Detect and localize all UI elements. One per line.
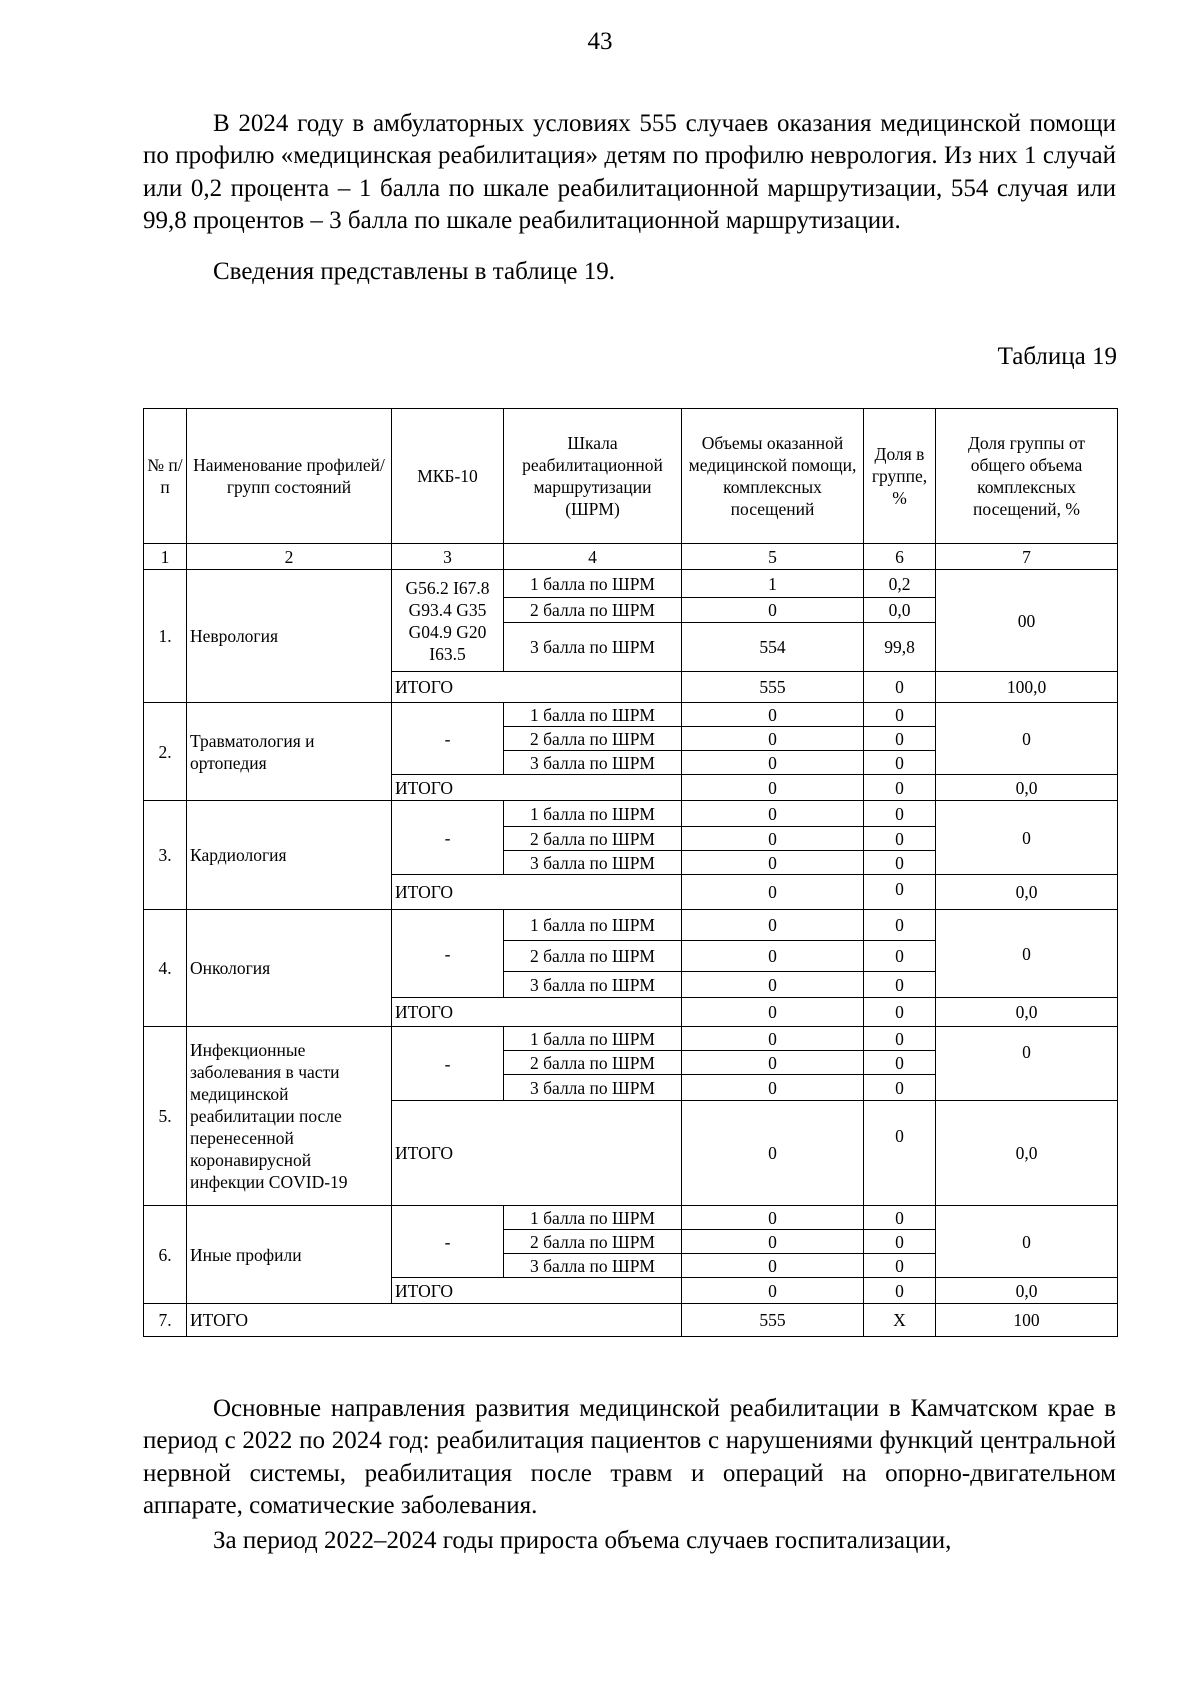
- total-label: ИТОГО: [392, 1101, 682, 1206]
- table-row: [144, 910, 1118, 941]
- shrm-level: 2 балла по ШРМ: [504, 1051, 682, 1075]
- profile-name: Кардиология: [187, 801, 392, 910]
- share-value: 0: [864, 775, 936, 801]
- share-value: 0: [864, 801, 936, 827]
- shrm-level: 2 балла по ШРМ: [504, 827, 682, 851]
- column-number: 3: [392, 544, 504, 570]
- table-row: [144, 703, 1118, 727]
- group-share-value: 0,0: [936, 1278, 1118, 1304]
- mkb-codes: -: [392, 801, 504, 875]
- grand-total-row: [144, 1304, 1118, 1337]
- header-cell: Шкала реабилитационной маршрутизации (ШРМ): [504, 409, 682, 544]
- group-share-value: 100,0: [936, 672, 1118, 703]
- volume-value: 0: [682, 727, 864, 751]
- share-value: 0: [864, 851, 936, 875]
- shrm-level: 2 балла по ШРМ: [504, 598, 682, 623]
- shrm-level: 2 балла по ШРМ: [504, 727, 682, 751]
- volume-value: 0: [682, 801, 864, 827]
- share-value: 0: [864, 672, 936, 703]
- page-number: 43: [587, 28, 613, 55]
- total-label: ИТОГО: [392, 1278, 682, 1304]
- volume-value: 0: [682, 1051, 864, 1075]
- total-label: ИТОГО: [392, 672, 682, 703]
- column-number: 2: [187, 544, 392, 570]
- column-number: 7: [936, 544, 1118, 570]
- volume-value: 554: [682, 623, 864, 672]
- header-cell: Наименование профилей/групп состояний: [187, 409, 392, 544]
- column-number: 5: [682, 544, 864, 570]
- row-number: 2.: [144, 703, 187, 801]
- shrm-level: 3 балла по ШРМ: [504, 751, 682, 775]
- volume-value: 0: [682, 1230, 864, 1254]
- volume-value: 0: [682, 1206, 864, 1230]
- group-share-value: 0: [936, 1027, 1118, 1101]
- share-value: 0: [864, 1051, 936, 1075]
- volume-value: 0: [682, 1101, 864, 1206]
- header-cell: МКБ-10: [392, 409, 504, 544]
- volume-value: 0: [682, 598, 864, 623]
- total-label: ИТОГО: [392, 875, 682, 910]
- outro-paragraph-2: За период 2022–2024 годы прироста объема случаев госпитализации,: [213, 1527, 952, 1554]
- volume-value: 0: [682, 1278, 864, 1304]
- share-value: 0: [864, 1230, 936, 1254]
- profile-name: Иные профили: [187, 1206, 392, 1304]
- rehab-table: [143, 408, 1118, 1337]
- total-label: ИТОГО: [187, 1304, 682, 1337]
- header-cell: Доля группы от общего объема комплексных посещений, %: [936, 409, 1118, 544]
- group-share-value: 100: [936, 1304, 1118, 1337]
- mkb-codes: G56.2 I67.8 G93.4 G35 G04.9 G20 I63.5: [392, 570, 504, 672]
- share-value: 0: [864, 827, 936, 851]
- table-header-row: [144, 409, 1118, 544]
- row-number: 3.: [144, 801, 187, 910]
- table-row: [144, 1027, 1118, 1051]
- share-value: 0: [864, 1101, 936, 1206]
- outro-paragraph-1: Основные направления развития медицинской реабилитации в Камчатском крае в период с 2022 по 2024 год: реабилитация пациентов с нарушениями функций центральной нервной системы, реабилитация после травм и операций на опорно-двигательном аппарате, соматические заболевания.: [143, 1395, 1116, 1519]
- row-number: 5.: [144, 1027, 187, 1206]
- share-value: 0: [864, 751, 936, 775]
- shrm-level: 2 балла по ШРМ: [504, 1230, 682, 1254]
- table-row: [144, 1206, 1118, 1230]
- shrm-level: 3 балла по ШРМ: [504, 1075, 682, 1101]
- row-number: 7.: [144, 1304, 187, 1337]
- volume-value: 1: [682, 570, 864, 598]
- column-number: 4: [504, 544, 682, 570]
- share-value: 0: [864, 875, 936, 910]
- shrm-level: 1 балла по ШРМ: [504, 910, 682, 941]
- volume-value: 0: [682, 703, 864, 727]
- share-value: 0,2: [864, 570, 936, 598]
- share-value: 0: [864, 1254, 936, 1278]
- shrm-level: 3 балла по ШРМ: [504, 972, 682, 998]
- profile-name: Онкология: [187, 910, 392, 1027]
- header-cell: Объемы оказанной медицинской помощи, комплексных посещений: [682, 409, 864, 544]
- shrm-level: 1 балла по ШРМ: [504, 1027, 682, 1051]
- profile-name: Неврология: [187, 570, 392, 703]
- mkb-codes: -: [392, 910, 504, 998]
- profile-name: Инфекционные заболевания в части медицинской реабилитации после перенесенной коронавирусной инфекции COVID-19: [187, 1027, 392, 1206]
- shrm-level: 1 балла по ШРМ: [504, 1206, 682, 1230]
- intro-paragraph-2: Сведения представлены в таблице 19.: [213, 258, 615, 285]
- share-value: 0: [864, 1075, 936, 1101]
- shrm-level: 3 балла по ШРМ: [504, 1254, 682, 1278]
- volume-value: 0: [682, 972, 864, 998]
- group-share-value: 0: [936, 910, 1118, 998]
- mkb-codes: -: [392, 1027, 504, 1101]
- row-number: 6.: [144, 1206, 187, 1304]
- mkb-codes: -: [392, 1206, 504, 1278]
- total-label: ИТОГО: [392, 775, 682, 801]
- volume-value: 0: [682, 910, 864, 941]
- table-caption: Таблица 19: [997, 343, 1117, 370]
- volume-value: 0: [682, 998, 864, 1027]
- volume-value: 0: [682, 827, 864, 851]
- shrm-level: 1 балла по ШРМ: [504, 570, 682, 598]
- group-share-value: 0: [936, 703, 1118, 775]
- group-share-value: 0: [936, 1206, 1118, 1278]
- volume-value: 0: [682, 875, 864, 910]
- share-value: 0: [864, 998, 936, 1027]
- share-value: 0: [864, 941, 936, 972]
- share-value: 0: [864, 972, 936, 998]
- intro-paragraph-1: В 2024 году в амбулаторных условиях 555 случаев оказания медицинской помощи по профилю «медицинская реабилитация» детям по профилю неврология. Из них 1 случай или 0,2 процента – 1 балла по шкале реабилитационной маршрутизации, 554 случая или 99,8 процентов – 3 балла по шкале реабилитационной маршрутизации.: [143, 110, 1116, 234]
- table-row: [144, 801, 1118, 827]
- share-value: Х: [864, 1304, 936, 1337]
- share-value: 0: [864, 703, 936, 727]
- header-cell: Доля в группе, %: [864, 409, 936, 544]
- column-number: 1: [144, 544, 187, 570]
- shrm-level: 3 балла по ШРМ: [504, 851, 682, 875]
- share-value: 0,0: [864, 598, 936, 623]
- group-share-value: 0,0: [936, 998, 1118, 1027]
- shrm-level: 2 балла по ШРМ: [504, 941, 682, 972]
- shrm-level: 3 балла по ШРМ: [504, 623, 682, 672]
- volume-value: 555: [682, 672, 864, 703]
- volume-value: 0: [682, 941, 864, 972]
- share-value: 0: [864, 727, 936, 751]
- group-share-value: 0,0: [936, 775, 1118, 801]
- share-value: 0: [864, 1278, 936, 1304]
- group-share-value: 0,0: [936, 875, 1118, 910]
- row-number: 4.: [144, 910, 187, 1027]
- profile-name: Травматология и ортопедия: [187, 703, 392, 801]
- group-share-value: 0,0: [936, 1101, 1118, 1206]
- share-value: 0: [864, 910, 936, 941]
- header-cell: № п/п: [144, 409, 187, 544]
- column-number-row: [144, 544, 1118, 570]
- table-row: [144, 570, 1118, 598]
- volume-value: 0: [682, 1254, 864, 1278]
- shrm-level: 1 балла по ШРМ: [504, 801, 682, 827]
- volume-value: 0: [682, 851, 864, 875]
- volume-value: 0: [682, 775, 864, 801]
- group-share-value: 0: [936, 801, 1118, 875]
- column-number: 6: [864, 544, 936, 570]
- volume-value: 0: [682, 1075, 864, 1101]
- row-number: 1.: [144, 570, 187, 703]
- share-value: 0: [864, 1027, 936, 1051]
- volume-value: 0: [682, 1027, 864, 1051]
- group-share-value: 00: [936, 570, 1118, 672]
- volume-value: 0: [682, 751, 864, 775]
- total-label: ИТОГО: [392, 998, 682, 1027]
- volume-value: 555: [682, 1304, 864, 1337]
- share-value: 0: [864, 1206, 936, 1230]
- mkb-codes: -: [392, 703, 504, 775]
- shrm-level: 1 балла по ШРМ: [504, 703, 682, 727]
- share-value: 99,8: [864, 623, 936, 672]
